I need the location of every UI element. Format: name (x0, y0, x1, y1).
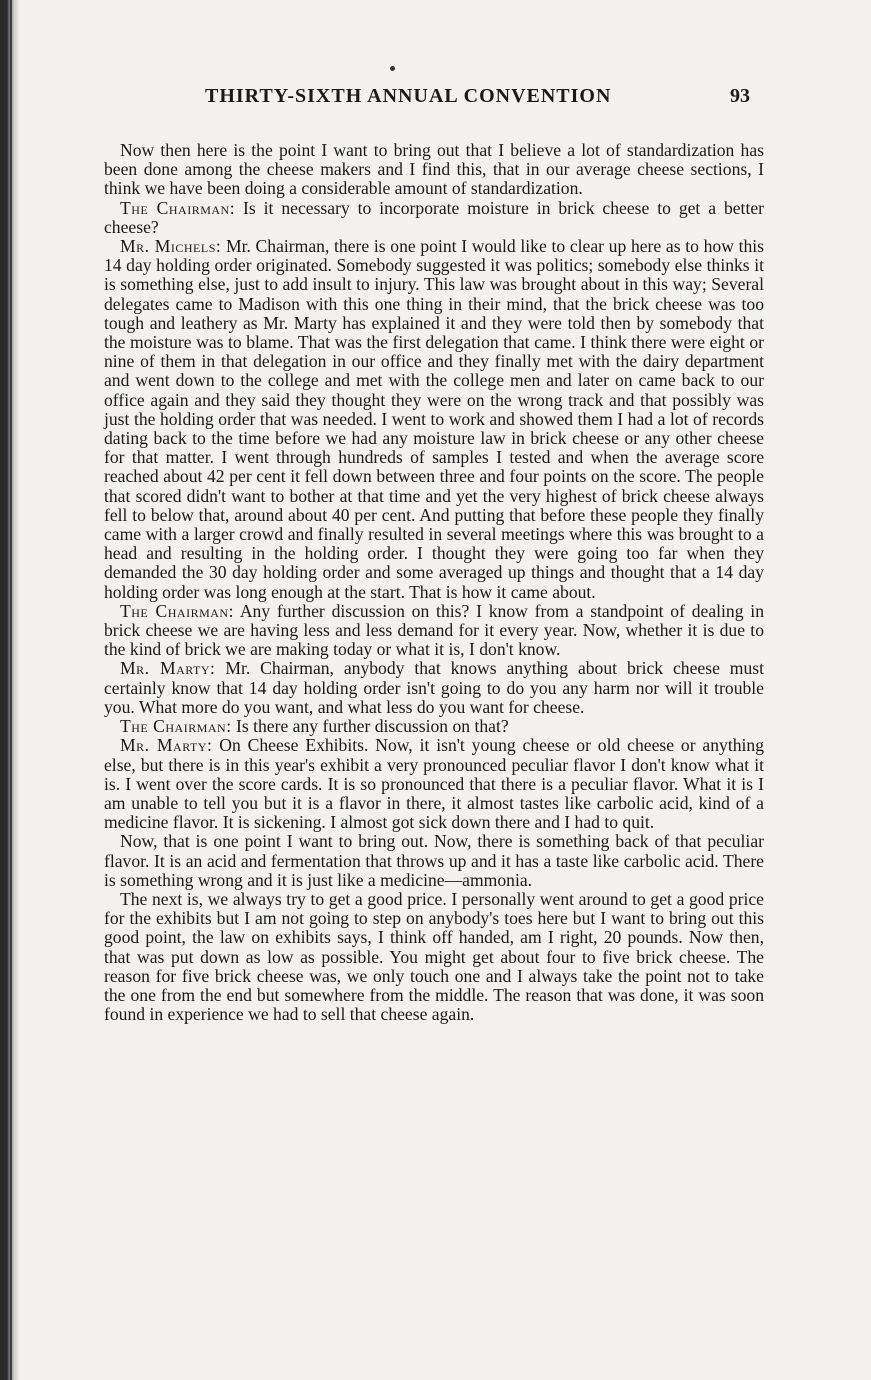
speaker: Mr. Michels: (120, 236, 222, 257)
paragraph-text: Now, that is one point I want to bring out. Now, there is something back of that peculiar flavor. It is an acid and fermentation that throws up and it has a taste like carbolic acid. There is something wrong and it is just like a medicine—ammonia. (104, 831, 764, 890)
paragraph-text: On Cheese Exhibits. Now, it isn't young cheese or old cheese or anything else, but there is in this year's exhibit a very pronounced peculiar flavor I don't know what it is. I went over the score cards. It is so pronounced that there is a peculiar flavor. What it is I am unable to tell you but it is a flavor in there, it almost tastes like carbolic acid, kind of a medicine flavor. It is sickening. I almost got sick down there and I had to quit. (104, 735, 765, 833)
paragraph-2 (104, 199, 764, 237)
speaker: Mr. Marty: (120, 735, 213, 756)
paragraph-1 (104, 141, 764, 199)
paragraph-text: The next is, we always try to get a good price. I personally went around to get a good price for the exhibits but I am not going to step on anybody's toes here but I want to bring out this good point, the law on exhibits says, I think off handed, am I right, 20 pounds. Now then, that was put down as low as possible. You might get about four to five brick cheese. The reason for five brick cheese was, we only touch one and I always take the point not to take the one from the end but somewhere from the middle. The reason that was done, it was soon found in experience we had to sell that cheese again. (104, 888, 764, 1025)
page-header (0, 85, 871, 113)
page-body (104, 141, 764, 1024)
paragraph-text: Mr. Chairman, anybody that knows anything about brick cheese must certainly know that 14 day holding order isn't going to do you any harm nor will it trouble you. What more do you want, and what less do you want for cheese. (104, 658, 764, 717)
paragraph-text: Is it necessary to incorporate moisture in brick cheese to get a better cheese? (104, 197, 764, 237)
speaker: Mr. Marty: (120, 658, 216, 679)
paragraph-text: Any further discussion on this? I know from a standpoint of dealing in brick cheese we are having less and less demand for it every year. Now, whether it is due to the kind of brick we are making today or what it is, I don't know. (104, 600, 764, 660)
speaker: The Chairman: (120, 716, 232, 737)
speaker: The Chairman: (120, 197, 236, 218)
page-edge-line (10, 0, 12, 1380)
paragraph-9 (104, 890, 764, 1024)
paragraph-text: Is there any further discussion on that? (236, 716, 509, 737)
paragraph-3 (104, 237, 764, 602)
ink-dot (390, 66, 395, 71)
paragraph-7 (104, 736, 764, 832)
paragraph-text: Now then here is the point I want to bring out that I believe a lot of standardization has been done among the cheese makers and I find this, that in our average cheese sections, I think we have been doing a considerable amount of standardization. (104, 140, 764, 199)
paragraph-6 (104, 717, 764, 736)
paragraph-4 (104, 602, 764, 660)
paragraph-5 (104, 659, 764, 717)
speaker: The Chairman: (120, 600, 234, 621)
paragraph-text: Mr. Chairman, there is one point I would like to clear up here as to how this 14 day holding order originated. Somebody suggested it was politics; somebody else thinks it is something else, just to add insult to injury. This law was brought about in this way; Several delegates came to Madison with this one thing in their mind, that the brick cheese was too tough and leathery as Mr. Marty has explained it and they were told then by somebody that the moisture was to blame. That was the first delegation that came. I think there were eight or nine of them in that delegation in our office and they finally met with the dairy department and went down to the college and met with the college men and later on came back to our office again and they said they thought they were on the wrong track and that possibly was just the holding order that was needed. I went to work and showed them I had a lot of records dating back to the time before we had any moisture law in brick cheese or any other cheese for that matter. I went through hundreds of samples I tested and when the average score reached about 42 per cent it fell down between three and four points on the score. The people that scored didn't want to bother at that time and yet the very highest of brick cheese always fell to below that, around about 40 per cent. And putting that before these people they finally came with a larger crowd and finally resulted in several meetings where this was brought to a head and resulting in the holding order. I thought they were going too far when they demanded the 30 day holding order and some averaged up things and thought that a 14 day holding order was long enough at the start. That is how it came about. (104, 236, 764, 602)
paragraph-8 (104, 832, 764, 890)
page-number: 93 (730, 85, 750, 107)
running-title: THIRTY-SIXTH ANNUAL CONVENTION (205, 85, 612, 107)
